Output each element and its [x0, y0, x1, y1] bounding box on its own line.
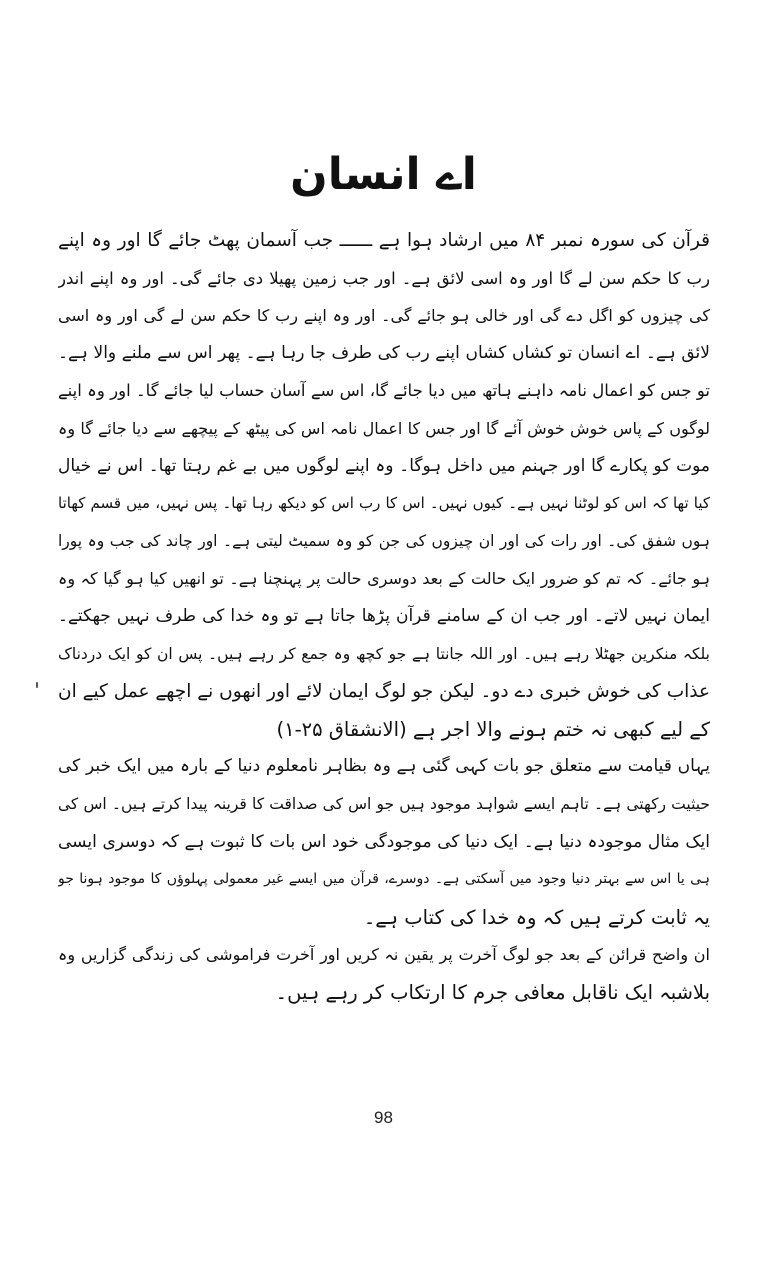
text-line: لوگوں کے پاس خوش خوش آئے گا اور جس کا اعمال نامہ اس کی پیٹھ کے پیچھے سے دیا جائے گا وہ: [58, 418, 710, 438]
text-line: موت کو پکارے گا اور جہنم میں داخل ہوگا۔ وہ اپنے لوگوں میں بے غم رہتا تھا۔ اس نے خیال: [58, 455, 710, 476]
body-text: [58, 222, 710, 1011]
text-line: ہوں شفق کی۔ اور رات کی اور ان چیزوں کی جن کو وہ سمیٹ لیتی ہے۔ اور چاند کی جب وہ پورا: [58, 531, 710, 550]
text-line: لائق ہے۔ اے انسان تو کشاں کشاں اپنے رب کی طرف جا رہا ہے۔ پھر اس سے ملنے والا ہے۔: [58, 342, 710, 363]
page-number: 98: [374, 1108, 393, 1127]
text-line: تو جس کو اعمال نامہ داہنے ہاتھ میں دیا جائے گا، اس سے آسان حساب لیا جائے گا۔ اور وہ اپنے: [58, 381, 710, 401]
text-line: بلاشبہ ایک ناقابل معافی جرم کا ارتکاب کر رہے ہیں۔: [275, 980, 710, 1004]
text-line: یہ ثابت کرتے ہیں کہ وہ خدا کی کتاب ہے۔: [363, 905, 710, 929]
text-line: رب کا حکم سن لے گا اور وہ اسی لائق ہے۔ اور جب زمین پھیلا دی جائے گی۔ اور وہ اپنے اندر: [58, 268, 710, 288]
text-line: ہو جائے۔ کہ تم کو ضرور ایک حالت کے بعد دوسری حالت پر پہنچنا ہے۔ تو انھیں کیا ہو گیا کہ وہ: [58, 569, 710, 589]
text-line: ہی یا اس سے بہتر دنیا وجود میں آسکتی ہے۔ دوسرے، قرآن میں ایسے غیر معمولی پہلوؤں کا موجود ہونا جو: [58, 871, 710, 888]
text-line: عذاب کی خوش خبری دے دو۔ لیکن جو لوگ ایمان لائے اور انھوں نے اچھے عمل کیے ان: [58, 681, 710, 703]
text-line: بلکہ منکرین جھٹلا رہے ہیں۔ اور اللہ جانتا ہے جو کچھ وہ جمع کر رہے ہیں۔ پس ان کو ایک دردناک: [58, 644, 710, 663]
text-line: ایک مثال موجودہ دنیا ہے۔ ایک دنیا کی موجودگی خود اس بات کا ثبوت ہے کہ دوسری ایسی: [58, 831, 710, 852]
text-line: یہاں قیامت سے متعلق جو بات کہی گئی ہے وہ بظاہر نامعلوم دنیا کے بارہ میں ایک خبر کی: [58, 756, 710, 777]
text-line: ان واضح قرائن کے بعد جو لوگ آخرت پر یقین نہ کریں اور آخرت فراموشی کی زندگی گزاریں وہ: [58, 945, 710, 965]
page-title: اے انسان: [290, 149, 477, 200]
text-line-quran-reference: کے لیے کبھی نہ ختم ہونے والا اجر ہے (الانشقاق ۲۵-۱): [276, 717, 710, 741]
text-line: ایمان نہیں لاتے۔ اور جب ان کے سامنے قرآن پڑھا جاتا ہے تو وہ خدا کی طرف نہیں جھکتے۔: [58, 605, 710, 626]
text-line: کی چیزوں کو اگل دے گی اور خالی ہو جائے گی۔ اور وہ اپنے رب کا حکم سن لے گی اور وہ اسی: [58, 306, 710, 326]
text-line: حیثیت رکھتی ہے۔ تاہم ایسے شواہد موجود ہیں جو اس کی صداقت کا قرینہ پیدا کرتے ہیں۔ اس کی: [58, 794, 710, 813]
text-line: کیا تھا کہ اس کو لوٹنا نہیں ہے۔ کیوں نہیں۔ اس کا رب اس کو دیکھ رہا تھا۔ پس نہیں، میں قسم کھاتا: [58, 494, 710, 513]
margin-mark: [36, 682, 38, 688]
text-line: قرآن کی سورہ نمبر ۸۴ میں ارشاد ہوا ہے ــــــ جب آسمان پھٹ جائے گا اور وہ اپنے: [58, 230, 710, 251]
